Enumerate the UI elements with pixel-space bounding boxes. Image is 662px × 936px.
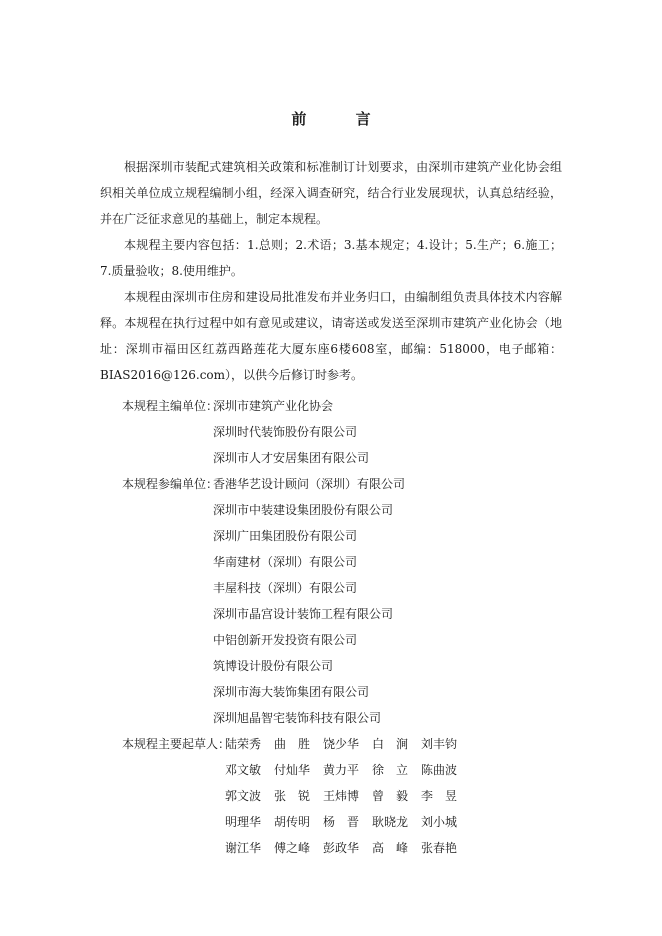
page-title: 前 言 xyxy=(291,110,393,128)
drafter-name: 彭政华 xyxy=(323,841,360,855)
drafter-name: 杨 晋 xyxy=(323,815,360,829)
drafter-name: 刘丰钧 xyxy=(421,737,458,751)
chief-editor-unit: 深圳市人才安居集团有限公司 xyxy=(213,451,370,465)
co-editors-list xyxy=(213,471,562,731)
chief-editors-list xyxy=(213,393,562,471)
drafter-name: 黄力平 xyxy=(323,763,360,777)
chief-editor-unit: 深圳市建筑产业化协会 xyxy=(213,399,334,413)
co-editor-unit: 深圳市晶宫设计装饰工程有限公司 xyxy=(213,607,394,621)
drafter-name: 徐 立 xyxy=(372,763,409,777)
chief-editors-block xyxy=(100,393,562,471)
drafters-grid xyxy=(225,731,470,861)
co-editors-block xyxy=(100,471,562,731)
co-editor-unit: 深圳广田集团股份有限公司 xyxy=(213,529,358,543)
drafter-name: 胡传明 xyxy=(274,815,311,829)
drafter-name: 张春艳 xyxy=(421,841,458,855)
drafters-label: 本规程主要起草人： xyxy=(122,737,231,751)
drafter-name: 明理华 xyxy=(225,815,262,829)
preface-paragraph-2: 本规程主要内容包括：1.总则；2.术语；3.基本规定；4.设计；5.生产；6.施工；7.质量验收；8.使用维护。 xyxy=(100,238,562,278)
drafter-name: 王炜博 xyxy=(323,789,360,803)
drafter-name: 耿晓龙 xyxy=(372,815,409,829)
drafter-name: 谢江华 xyxy=(225,841,262,855)
drafter-name: 陈曲波 xyxy=(421,763,458,777)
co-editor-unit: 华南建材（深圳）有限公司 xyxy=(213,555,358,569)
co-editor-unit: 深圳市海大装饰集团有限公司 xyxy=(213,685,370,699)
drafter-name: 张 锐 xyxy=(274,789,311,803)
drafter-name: 李 昱 xyxy=(421,789,458,803)
drafter-name: 付灿华 xyxy=(274,763,311,777)
preface-paragraph-1: 根据深圳市装配式建筑相关政策和标准制订计划要求，由深圳市建筑产业化协会组织相关单位成立规程编制小组，经深入调查研究，结合行业发展现状，认真总结经验，并在广泛征求意见的基础上，制定本规程。 xyxy=(100,160,562,226)
co-editor-unit: 深圳旭晶智宅装饰科技有限公司 xyxy=(213,711,382,725)
co-editor-unit: 丰屋科技（深圳）有限公司 xyxy=(213,581,358,595)
chief-editors-label: 本规程主编单位： xyxy=(122,399,219,413)
drafter-name: 刘小城 xyxy=(421,815,458,829)
drafters-block xyxy=(100,731,562,861)
drafter-name: 白 涧 xyxy=(372,737,409,751)
drafter-name: 饶少华 xyxy=(323,737,360,751)
co-editor-unit: 中铝创新开发投资有限公司 xyxy=(213,633,358,647)
co-editors-label: 本规程参编单位： xyxy=(122,477,219,491)
co-editor-unit: 香港华艺设计顾问（深圳）有限公司 xyxy=(213,477,406,491)
co-editor-unit: 深圳市中装建设集团股份有限公司 xyxy=(213,503,394,517)
drafter-name: 陆荣秀 xyxy=(225,737,262,751)
participants-section xyxy=(100,393,562,861)
drafter-name: 傅之峰 xyxy=(274,841,311,855)
drafter-name: 曾 毅 xyxy=(372,789,409,803)
drafter-name: 高 峰 xyxy=(372,841,409,855)
drafter-name: 曲 胜 xyxy=(274,737,311,751)
drafter-name: 邓文敏 xyxy=(225,763,262,777)
preface-paragraph-3: 本规程由深圳市住房和建设局批准发布并业务归口，由编制组负责具体技术内容解释。本规程在执行过程中如有意见或建议，请寄送或发送至深圳市建筑产业化协会（地址：深圳市福田区红荔西路莲花大厦东座6楼608室，邮编：518000，电子邮箱：BIAS2016@126.com），以供今后修订时参考。 xyxy=(100,290,562,382)
chief-editor-unit: 深圳时代装饰股份有限公司 xyxy=(213,425,358,439)
drafter-name: 郭文波 xyxy=(225,789,262,803)
co-editor-unit: 筑博设计股份有限公司 xyxy=(213,659,334,673)
